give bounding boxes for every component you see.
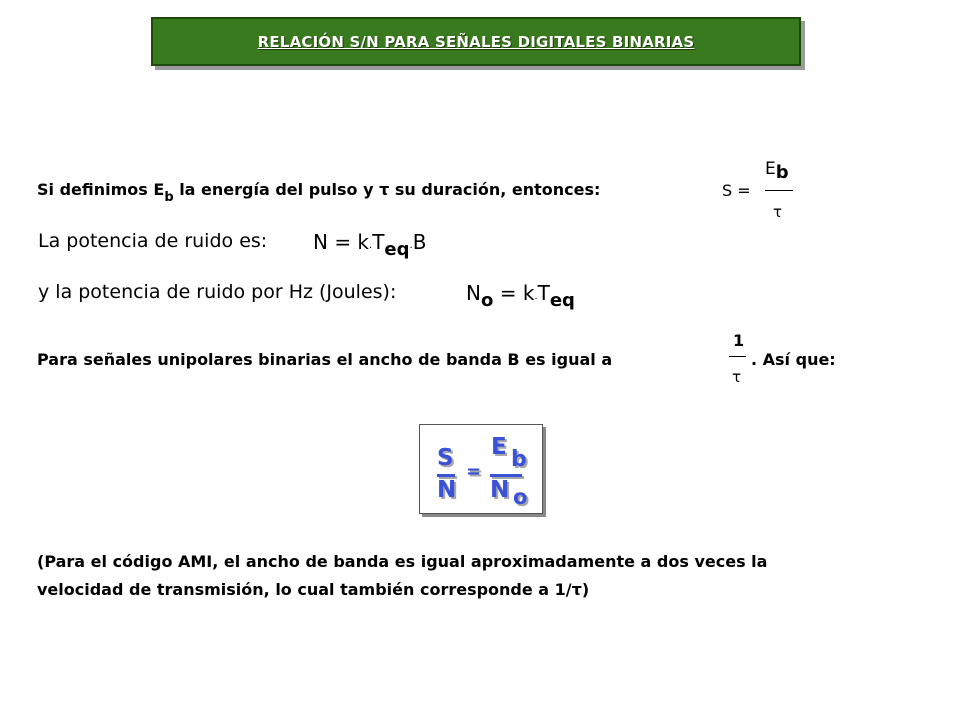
formula-e: E: [491, 434, 507, 460]
ami-note-line1: (Para el código AMI, el ancho de banda es igual aproximadamente a dos veces la: [37, 552, 768, 571]
signal-power-lhs: S =: [722, 181, 751, 200]
ami-note-line2: velocidad de transmisión, lo cual también corresponde a 1/τ): [37, 580, 590, 599]
energy-definition-text: [37, 180, 601, 205]
noise-power-equation: [313, 230, 427, 260]
formula-e-sub: b: [511, 447, 527, 472]
bandwidth-text-post: . Así que:: [751, 350, 836, 369]
noise-eq-t: T: [372, 230, 385, 254]
energy-definition-sub: b: [164, 190, 174, 205]
noise-eq-dot: ·: [369, 243, 373, 254]
bandwidth-fraction-denominator: τ: [732, 368, 742, 386]
noise-density-label: y la potencia de ruido por Hz (Joules):: [38, 281, 397, 303]
noise-density-sub: eq: [549, 290, 575, 311]
snr-formula-box: [419, 424, 543, 514]
noise-power-label: La potencia de ruido es:: [38, 230, 268, 252]
signal-power-num-e: E: [765, 159, 776, 179]
bandwidth-fraction-bar: [729, 356, 746, 357]
title-banner: [151, 17, 801, 66]
noise-eq-dot2: ·: [409, 243, 413, 254]
page-title: RELACIÓN S/N PARA SEÑALES DIGITALES BINARIAS: [257, 32, 695, 51]
signal-power-denominator: τ: [773, 203, 783, 221]
energy-definition-post: la energía del pulso y τ su duración, entonces:: [173, 180, 601, 199]
formula-no: N: [490, 477, 510, 503]
ami-note: [37, 548, 937, 604]
signal-power-numerator: [765, 158, 789, 183]
noise-eq-lhs: N = k: [313, 230, 370, 254]
formula-equals: =: [466, 461, 482, 482]
formula-no-sub: o: [513, 485, 528, 509]
formula-n: N: [437, 477, 457, 503]
formula-s: S: [437, 445, 454, 471]
noise-density-n-sub: o: [480, 290, 494, 311]
noise-density-n: N: [466, 281, 481, 305]
signal-power-fraction-bar: [765, 190, 793, 191]
noise-density-dot: ·: [534, 294, 538, 305]
noise-eq-b: B: [412, 230, 427, 254]
signal-power-num-sub: b: [775, 162, 789, 183]
bandwidth-text: Para señales unipolares binarias el ancho de banda B es igual a: [37, 350, 613, 369]
noise-eq-sub: eq: [384, 239, 410, 260]
noise-density-mid: = k: [499, 281, 535, 305]
bandwidth-fraction-numerator: 1: [733, 331, 745, 350]
noise-density-equation: [466, 281, 575, 311]
noise-density-t: T: [537, 281, 550, 305]
energy-definition-pre: Si definimos E: [37, 180, 165, 199]
